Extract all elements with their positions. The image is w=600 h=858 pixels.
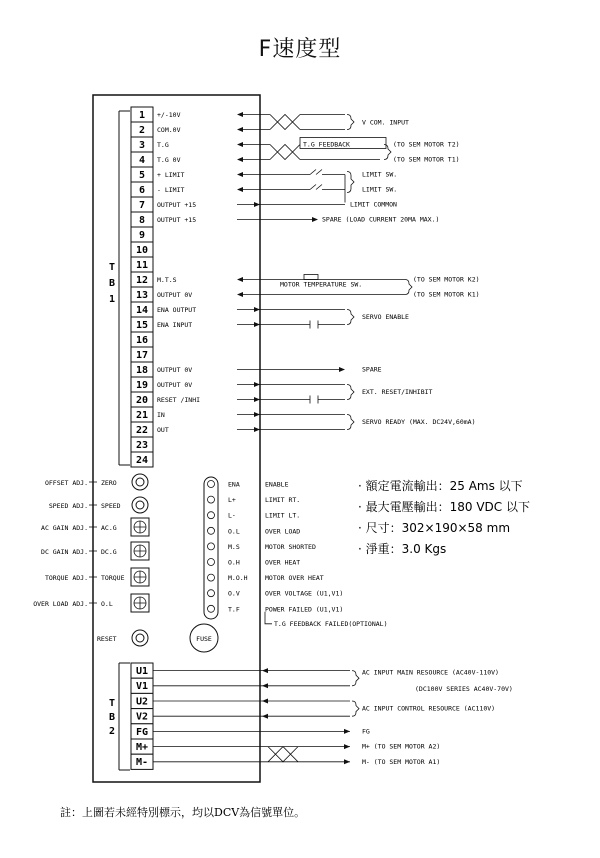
arrow-head [262, 683, 268, 688]
twisted-pair [268, 747, 298, 762]
led-code: O.V [228, 589, 240, 598]
tb1-wires [237, 112, 405, 432]
tb1-pin-label: T.G 0V [157, 156, 181, 164]
arrow-head [262, 699, 268, 704]
tb2-pin-label: M+ [135, 742, 149, 753]
brace [352, 701, 359, 716]
led-description: OVER HEAT [265, 558, 301, 567]
signal-m-minus: M- (TO SEM MOTOR A1) [362, 757, 441, 766]
signal-limit-sw-1: LIMIT SW. [362, 170, 398, 179]
signal-limit-common: LIMIT COMMON [350, 200, 397, 209]
led-dot [208, 559, 215, 566]
tb1-pin-label: M.T.S [157, 276, 177, 284]
led-code: M.S [228, 542, 240, 551]
tb2-label-char: B [108, 712, 116, 723]
tb1-pin-number: 11 [135, 260, 149, 271]
led-column [204, 477, 218, 619]
led-code: L+ [228, 496, 236, 505]
signal-annotations [280, 115, 513, 766]
led-dot [208, 590, 215, 597]
fuse [190, 624, 218, 652]
tb1-pin-number: 12 [135, 275, 149, 286]
contact-symbol [310, 321, 318, 329]
tb2-label-char: T [108, 698, 116, 709]
tb1-pin-label: OUTPUT 0V [157, 381, 193, 389]
page-title: F速度型 [258, 37, 342, 62]
tb1-pin-label: +/-10V [157, 111, 181, 119]
led-code: O.H [228, 558, 240, 567]
tb1-pin-number: 3 [138, 140, 146, 151]
reset-button-inner[interactable] [136, 634, 144, 642]
led-dot [208, 543, 215, 550]
adjuster-name: DC GAIN ADJ. [41, 548, 88, 556]
wire [265, 612, 272, 624]
tb1-pin-label: IN [157, 411, 165, 419]
tb1-pin-label: OUTPUT 0V [157, 366, 193, 374]
signal-to-motor-t1: (TO SEM MOTOR T1) [393, 155, 460, 164]
adjuster-item[interactable] [45, 474, 148, 490]
tb1-pin-number: 16 [135, 335, 149, 346]
adjuster-name: AC GAIN ADJ. [41, 524, 88, 532]
signal-ac-main-2: (DC100V SERIES AC40V-70V) [415, 684, 513, 693]
brace [347, 415, 354, 430]
brace [347, 172, 354, 193]
adjuster-item[interactable] [33, 594, 149, 612]
adjuster-tag: ZERO [101, 479, 117, 487]
adjuster-tag: AC.G [101, 524, 117, 532]
twisted-pair [270, 145, 300, 160]
arrow-head [339, 367, 345, 372]
tb2-pin-label: V2 [135, 711, 149, 723]
tb1-pin-number: 17 [135, 350, 149, 361]
tb1-pin-number: 22 [135, 425, 149, 436]
tb2-pin-label: V1 [135, 681, 149, 693]
reset-control[interactable] [97, 630, 148, 646]
signal-m-plus: M+ (TO SEM MOTOR A2) [362, 742, 441, 751]
led-description: LIMIT LT. [265, 511, 301, 520]
led-description: LIMIT RT. [265, 496, 301, 505]
driver-outline [93, 95, 260, 782]
arrow-head [254, 382, 260, 387]
adjuster-tag: O.L [101, 600, 113, 608]
led-code: O.L [228, 527, 240, 536]
tb1-bracket [119, 111, 130, 465]
tb2-label [109, 698, 115, 737]
tb1-pin-number: 20 [135, 395, 149, 406]
tb1-pin-label: OUT [157, 426, 169, 434]
tb1-pin-number: 21 [135, 410, 149, 421]
signal-servo-enable: SERVO ENABLE [362, 313, 409, 321]
led-dot [208, 527, 215, 534]
signal-ac-main: AC INPUT MAIN RESOURCE (AC40V-110V) [362, 668, 499, 677]
signal-ext-reset: EXT. RESET/INHIBIT [362, 388, 433, 396]
tb1-pin-number: 6 [138, 185, 146, 196]
tb1-pin-number: 18 [135, 365, 149, 376]
signal-ac-control: AC INPUT CONTROL RESOURCE (AC110V) [362, 704, 496, 713]
tb1-pin-number: 5 [138, 170, 146, 181]
tb2-wires [153, 668, 350, 764]
arrow-head [237, 292, 243, 297]
tb1-label-char: B [108, 278, 116, 289]
trimpot-inner[interactable] [136, 478, 144, 486]
tb1-pin-number: 15 [135, 320, 149, 331]
led-code: L- [228, 511, 236, 520]
led-code: ENA [228, 480, 240, 489]
tb1-label-char: T [108, 262, 116, 273]
trimpot-inner[interactable] [136, 501, 144, 509]
adjuster-tag: DC.G [101, 548, 117, 556]
spec-item: · 尺寸：302×190×58 mm [358, 521, 511, 535]
tb1-pin-number: 13 [135, 290, 149, 301]
contact-symbol [310, 396, 318, 404]
brace [347, 115, 354, 130]
tb1-pin-number: 24 [135, 455, 149, 466]
led-dot [208, 481, 215, 488]
thermal-switch-symbol [304, 275, 318, 280]
adjuster-item[interactable] [49, 497, 148, 513]
arrow-head [254, 202, 260, 207]
arrow-head [237, 142, 243, 147]
adjuster-item[interactable] [41, 518, 149, 536]
tb1-pin-label: COM.0V [157, 126, 181, 134]
led-dot [208, 574, 215, 581]
led-dot [208, 605, 215, 612]
led-dot [208, 512, 215, 519]
tb1-pin-number: 2 [138, 125, 146, 136]
tb1-pin-number: 19 [135, 380, 149, 391]
led-dot [208, 496, 215, 503]
arrow-head [237, 187, 243, 192]
tb1-pin-number: 9 [138, 230, 146, 241]
arrow-head [237, 172, 243, 177]
signal-limit-sw-2: LIMIT SW. [362, 185, 398, 194]
signal-tg-feedback: T.G FEEDBACK [303, 140, 350, 149]
trimpot-outer[interactable] [132, 474, 148, 490]
arrow-head [254, 307, 260, 312]
arrow-head [237, 277, 243, 282]
footnote: 註：上圖若未經特別標示，均以DCV為信號單位。 [60, 806, 306, 819]
arrow-head [254, 397, 260, 402]
brace [347, 310, 354, 325]
arrow-head [254, 322, 260, 327]
spec-item: · 最大電壓輸出：180 VDC 以下 [358, 500, 530, 514]
arrow-head [344, 729, 350, 734]
twisted-pair [270, 115, 300, 130]
tb1-label [109, 262, 115, 305]
tb1-pin-label: OUTPUT 0V [157, 291, 193, 299]
arrow-head [237, 127, 243, 132]
arrow-head [254, 427, 260, 432]
tf-extra-description: T.G FEEDBACK FAILED(OPTIONAL) [274, 619, 388, 628]
tb1-pin-number: 1 [138, 110, 146, 121]
signal-to-motor-t2: (TO SEM MOTOR T2) [393, 140, 460, 149]
led-description: ENABLE [265, 480, 289, 489]
adjuster-name: SPEED ADJ. [48, 502, 88, 510]
tb2-bracket [119, 663, 130, 770]
tb1-pin-label: + LIMIT [157, 171, 185, 179]
adjuster-name: TORQUE ADJ. [44, 574, 88, 582]
adjuster-name: OVER LOAD ADJ. [33, 600, 88, 608]
signal-spare-load: SPARE (LOAD CURRENT 20MA MAX.) [322, 215, 440, 224]
tb1-pin-label: - LIMIT [157, 186, 185, 194]
switch-symbol [310, 185, 322, 190]
adjuster-tag: TORQUE [101, 574, 125, 582]
tb1-pin-number: 4 [138, 155, 146, 166]
tb1-pin-number: 14 [135, 305, 149, 316]
tb1-label-char: 1 [108, 294, 116, 305]
adjuster-item[interactable] [45, 568, 149, 586]
tb1-terminal-block [131, 107, 200, 467]
tb1-pin-label: OUTPUT +15 [157, 201, 197, 209]
tb2-label-char: 2 [108, 726, 116, 737]
led-description: MOTOR OVER HEAT [265, 574, 324, 583]
reset-button-outer[interactable] [132, 630, 148, 646]
arrow-head [254, 412, 260, 417]
led-description: MOTOR SHORTED [265, 542, 316, 551]
adjuster-tag: SPEED [101, 502, 121, 510]
led-description: OVER VOLTAGE (U1,V1) [265, 589, 344, 598]
brace [347, 385, 354, 400]
signal-spare: SPARE [362, 365, 382, 374]
tb2-pin-label: U1 [135, 666, 149, 677]
led-description: POWER FAILED (U1,V1) [265, 605, 344, 614]
arrow-head [262, 714, 268, 719]
brace [352, 671, 359, 686]
signal-v-com-input: V COM. INPUT [362, 118, 409, 127]
tb2-pin-label: FG [135, 726, 149, 738]
tb1-pin-label: RESET /INHI [157, 396, 201, 404]
reset-label: RESET [97, 635, 117, 643]
signal-to-motor-k1: (TO SEM MOTOR K1) [413, 290, 480, 299]
tb1-pin-label: ENA OUTPUT [157, 306, 197, 314]
adjuster-item[interactable] [41, 542, 149, 560]
tb1-pin-number: 10 [135, 245, 149, 256]
tb2-pin-label: U2 [135, 696, 149, 708]
fuse-label: FUSE [196, 635, 212, 643]
tb1-pin-number: 23 [135, 440, 149, 451]
led-code: M.O.H [228, 574, 248, 583]
tb1-pin-number: 8 [138, 215, 146, 226]
signal-motor-temp-sw: MOTOR TEMPERATURE SW. [280, 280, 363, 289]
spec-list [358, 478, 530, 556]
adjuster-name: OFFSET ADJ. [44, 479, 88, 487]
arrow-head [344, 759, 350, 764]
switch-symbol [310, 170, 322, 175]
tb1-pin-label: ENA INPUT [157, 321, 193, 329]
led-description: OVER LOAD [265, 527, 301, 536]
trimpot-outer[interactable] [132, 497, 148, 513]
brace [405, 280, 412, 295]
tb1-pin-label: T.G [157, 141, 169, 149]
spec-item: · 額定電流輸出：25 Ams 以下 [358, 479, 523, 493]
arrow-head [312, 217, 318, 222]
tb1-pin-number: 7 [138, 200, 146, 211]
signal-servo-ready: SERVO READY (MAX. DC24V,60mA) [362, 418, 476, 426]
tb2-terminal-block [131, 663, 153, 769]
spec-item: · 淨重：3.0 Kgs [358, 542, 447, 556]
tb2-pin-label: M- [135, 757, 149, 769]
arrow-head [262, 668, 268, 673]
tb1-pin-label: OUTPUT +15 [157, 216, 197, 224]
led-code: T.F [228, 605, 240, 614]
arrow-head [237, 157, 243, 162]
signal-fg: FG [362, 727, 370, 736]
arrow-head [344, 744, 350, 749]
adjuster-panel [33, 474, 149, 612]
arrow-head [237, 112, 243, 117]
signal-to-motor-k2: (TO SEM MOTOR K2) [413, 275, 480, 284]
